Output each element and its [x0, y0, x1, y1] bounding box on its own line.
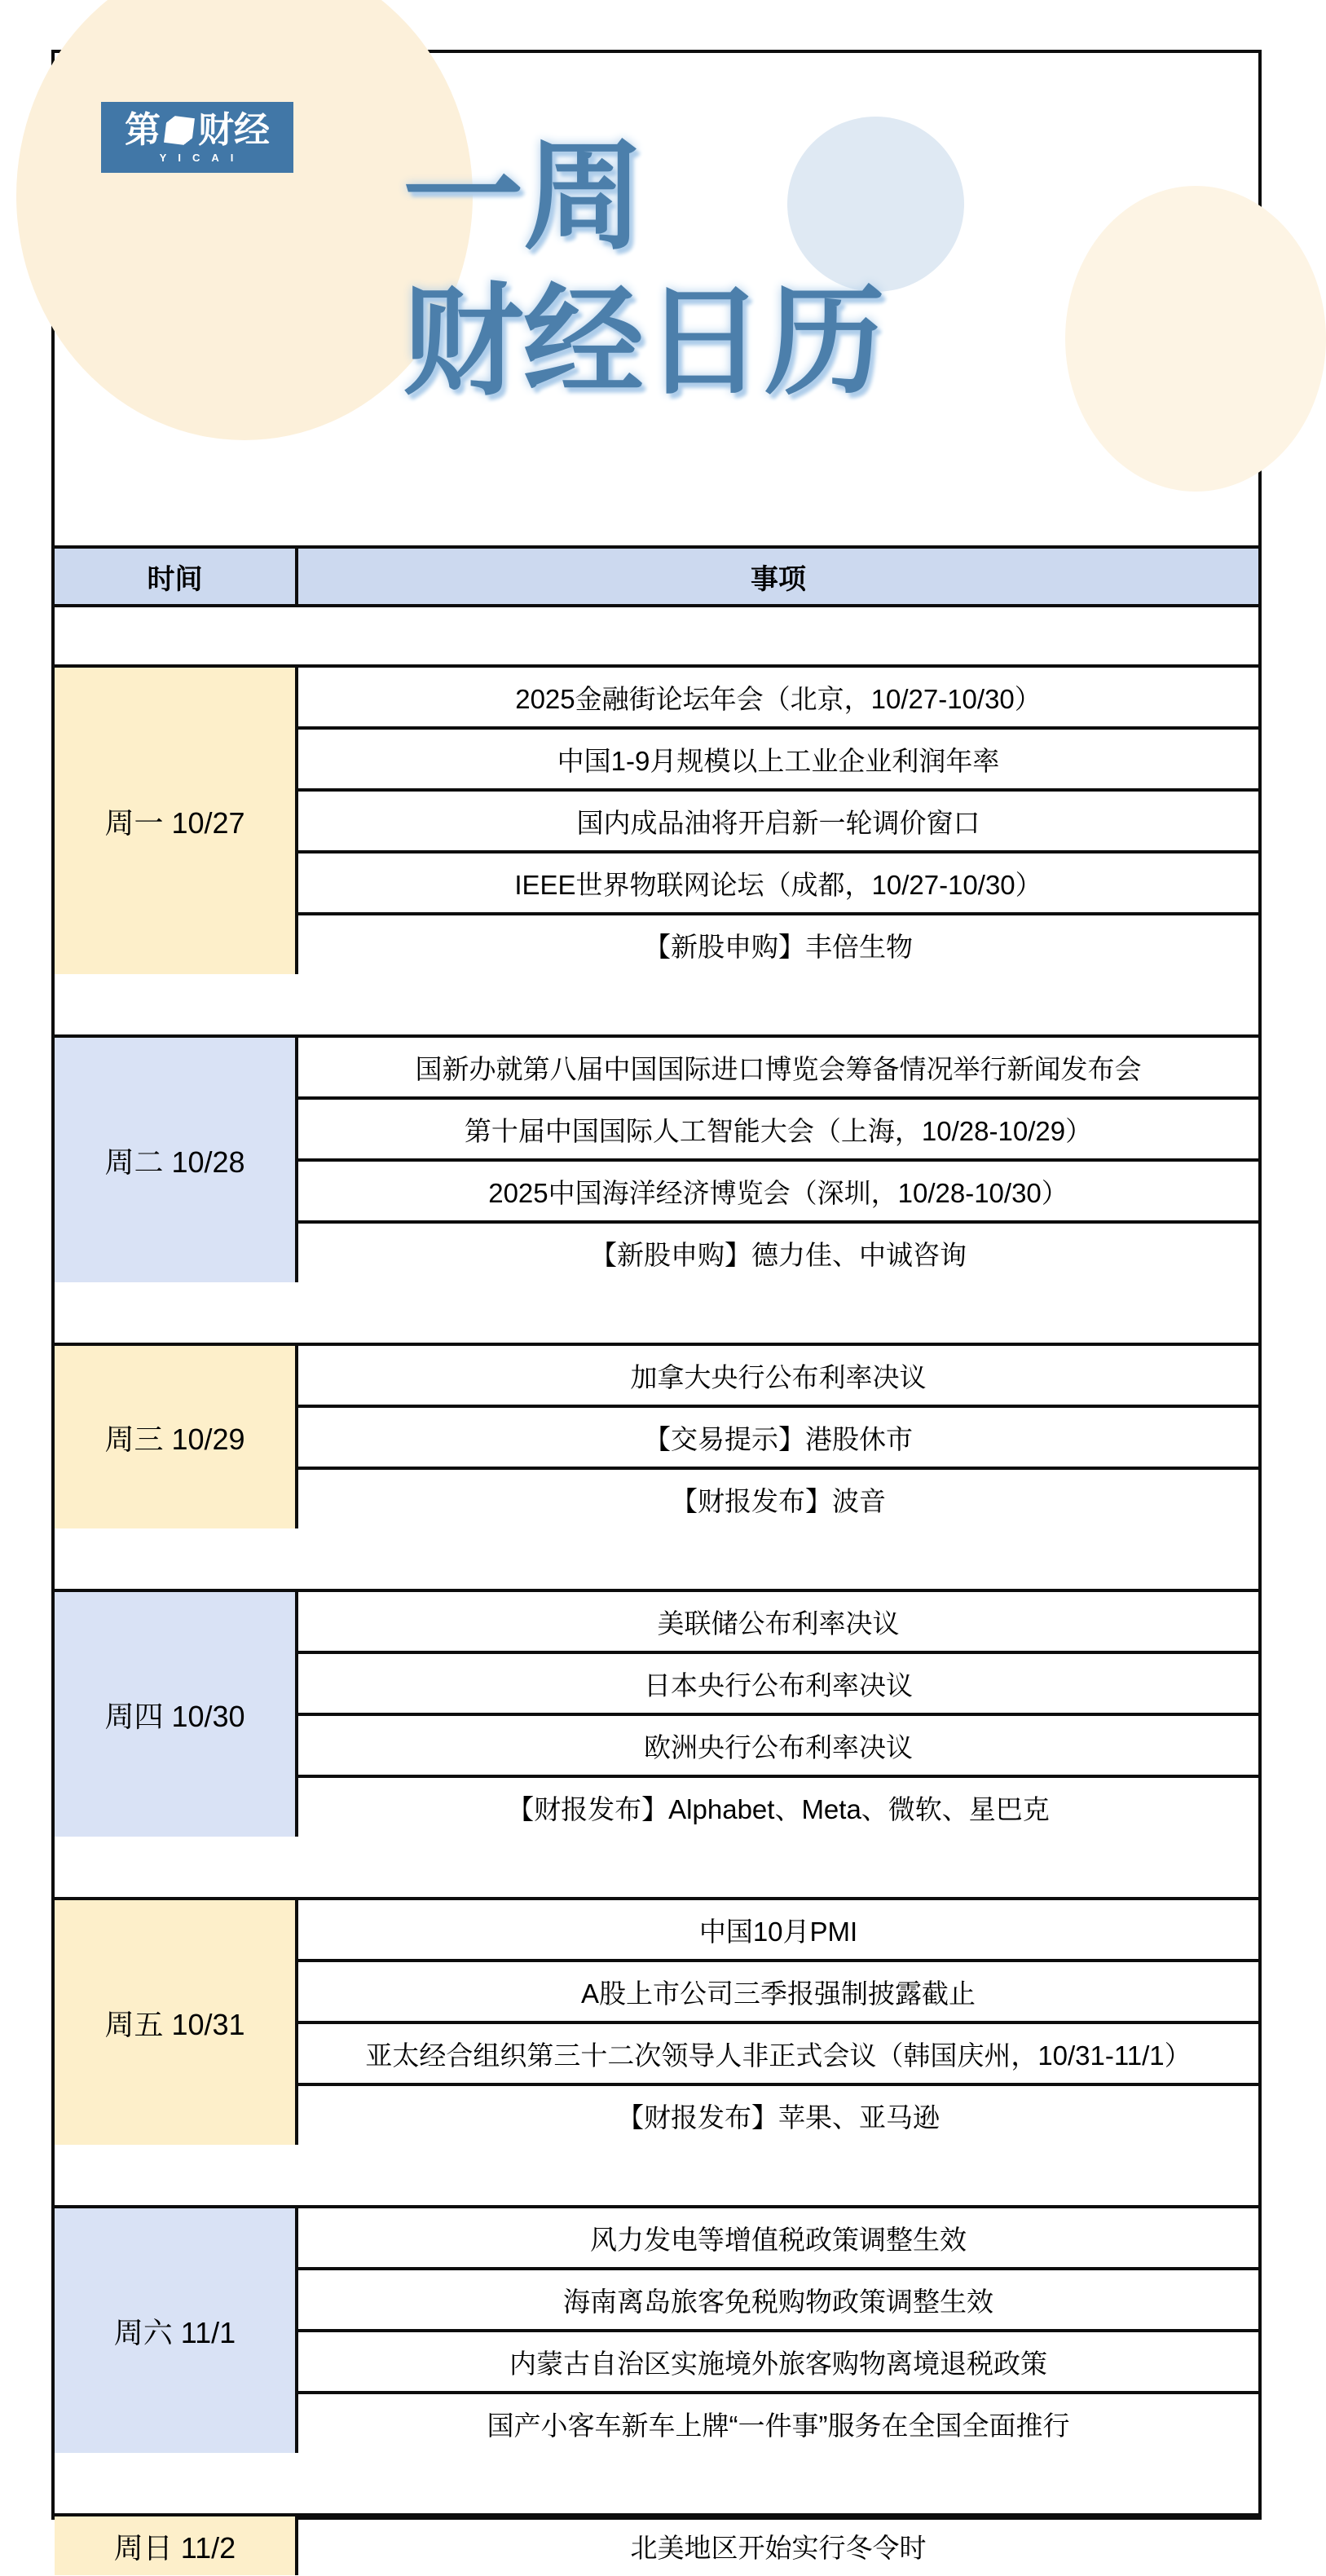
- row-spacer: [55, 607, 1258, 664]
- logo-char-left: 第: [125, 109, 161, 150]
- day-block: [55, 664, 1258, 974]
- yicai-logo-main: [125, 109, 270, 150]
- day-block: [55, 1343, 1258, 1528]
- day-label: 周四 10/30: [55, 1592, 298, 1837]
- day-label: 周五 10/31: [55, 1900, 298, 2145]
- yicai-logo: [101, 102, 293, 173]
- event-row: 国产小客车新车上牌“一件事”服务在全国全面推行: [298, 2391, 1258, 2453]
- event-list: [298, 2208, 1258, 2453]
- event-list: [298, 1346, 1258, 1528]
- event-row: 欧洲央行公布利率决议: [298, 1713, 1258, 1775]
- poster-frame: [51, 50, 1262, 2565]
- day-label: 周一 10/27: [55, 668, 298, 974]
- event-list: [298, 668, 1258, 974]
- event-row: 【财报发布】苹果、亚马逊: [298, 2083, 1258, 2145]
- decor-cream-ellipse-right: [1065, 186, 1326, 492]
- event-list: [298, 1900, 1258, 2145]
- day-block: [55, 1589, 1258, 1837]
- event-row: 2025金融街论坛年会（北京，10/27-10/30）: [515, 683, 1042, 714]
- event-row: 【财报发布】Alphabet、Meta、微软、星巴克: [298, 1775, 1258, 1837]
- day-block: [55, 2205, 1258, 2453]
- event-list: [298, 1038, 1258, 1282]
- row-spacer: [55, 2453, 1258, 2513]
- day-label: 周二 10/28: [55, 1038, 298, 1282]
- logo-one-icon: [164, 115, 195, 146]
- event-row: 日本央行公布利率决议: [298, 1651, 1258, 1713]
- row-spacer: [55, 974, 1258, 1034]
- event-list: [298, 2516, 1258, 2575]
- event-row: 【新股申购】丰倍生物: [298, 912, 1258, 974]
- title-line-1: 一周: [403, 130, 644, 264]
- day-label: 周三 10/29: [55, 1346, 298, 1528]
- row-spacer: [55, 1528, 1258, 1589]
- day-block: [55, 2513, 1258, 2575]
- column-header-time: 时间: [55, 549, 298, 604]
- event-row: IEEE世界物联网论坛（成都，10/27-10/30）: [298, 850, 1258, 912]
- day-block: [55, 1897, 1258, 2145]
- event-row: 加拿大央行公布利率决议: [630, 1361, 927, 1392]
- event-row: 中国1-9月规模以上工业企业利润年率: [298, 726, 1258, 788]
- event-row: 2025中国海洋经济博览会（深圳，10/28-10/30）: [298, 1158, 1258, 1220]
- event-row: 【交易提示】港股休市: [298, 1405, 1258, 1467]
- event-row: 国新办就第八届中国国际进口博览会筹备情况举行新闻发布会: [415, 1053, 1142, 1084]
- event-row: 中国10月PMI: [698, 1916, 858, 1947]
- table-header-row: [55, 545, 1258, 607]
- event-row: 内蒙古自治区实施境外旅客购物离境退税政策: [298, 2329, 1258, 2391]
- event-row: 海南离岛旅客免税购物政策调整生效: [298, 2267, 1258, 2329]
- day-blocks: [55, 607, 1258, 2575]
- row-spacer: [55, 2145, 1258, 2205]
- title-line-2: 财经日历: [403, 274, 885, 409]
- event-row: 国内成品油将开启新一轮调价窗口: [298, 788, 1258, 850]
- event-row: A股上市公司三季报强制披露截止: [298, 1959, 1258, 2021]
- row-spacer: [55, 1837, 1258, 1897]
- event-list: [298, 1592, 1258, 1837]
- yicai-logo-sub: YICAI: [159, 151, 245, 164]
- event-row: 美联储公布利率决议: [657, 1608, 900, 1639]
- event-row: 北美地区开始实行冬令时: [630, 2532, 927, 2563]
- event-row: 亚太经合组织第三十二次领导人非正式会议（韩国庆州，10/31-11/1）: [298, 2021, 1258, 2083]
- event-row: 第十届中国国际人工智能大会（上海，10/28-10/29）: [298, 1096, 1258, 1158]
- day-label: 周六 11/1: [55, 2208, 298, 2453]
- poster-title: [403, 125, 885, 414]
- logo-char-right: 财经: [198, 109, 270, 150]
- row-spacer: [55, 1282, 1258, 1343]
- calendar-table: [55, 545, 1258, 2575]
- event-row: 【新股申购】德力佳、中诚咨询: [298, 1220, 1258, 1282]
- day-label: 周日 11/2: [55, 2516, 298, 2575]
- column-header-event: 事项: [751, 563, 806, 595]
- event-row: 风力发电等增值税政策调整生效: [590, 2224, 967, 2255]
- event-row: 【财报发布】波音: [298, 1467, 1258, 1528]
- day-block: [55, 1034, 1258, 1282]
